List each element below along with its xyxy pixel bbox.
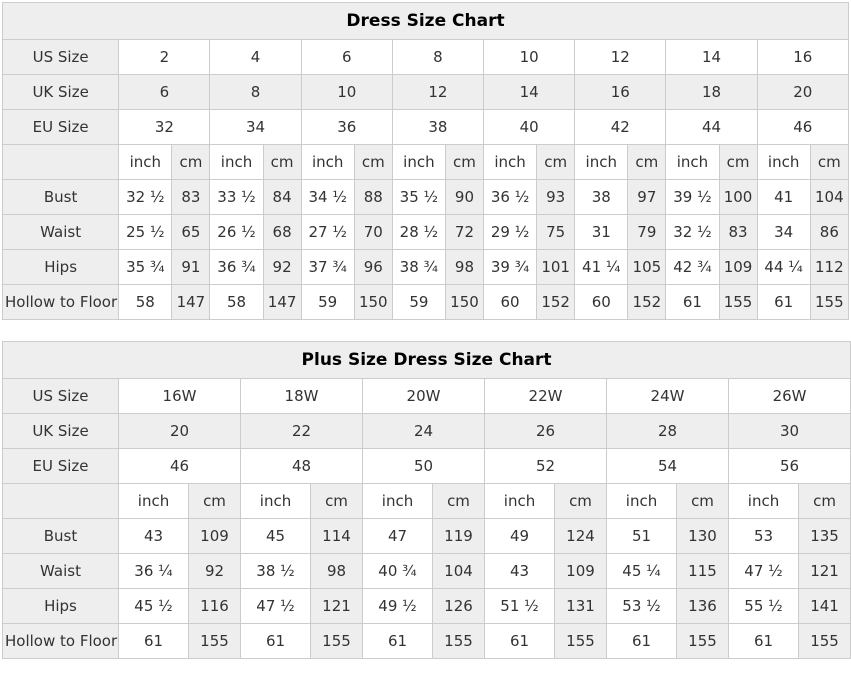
- inch-value-cell: 47 ½: [729, 554, 799, 589]
- inch-value-cell: 35 ¾: [119, 250, 172, 285]
- size-value-cell: 36: [301, 110, 392, 145]
- cm-value-cell: 88: [354, 180, 392, 215]
- inch-value-cell: 49 ½: [363, 589, 433, 624]
- cm-value-cell: 124: [555, 519, 607, 554]
- size-value-cell: 16: [757, 40, 848, 75]
- cm-value-cell: 93: [537, 180, 575, 215]
- size-value-cell: 40: [484, 110, 575, 145]
- row-label: EU Size: [3, 110, 119, 145]
- unit-header-row: [3, 145, 849, 180]
- inch-value-cell: 39 ¾: [484, 250, 537, 285]
- row-label: Bust: [3, 519, 119, 554]
- cm-value-cell: 65: [172, 215, 210, 250]
- inch-header: inch: [575, 145, 628, 180]
- inch-header: inch: [119, 145, 172, 180]
- size-value-cell: 6: [301, 40, 392, 75]
- cm-value-cell: 150: [445, 285, 483, 320]
- inch-header: inch: [210, 145, 263, 180]
- measure-row: [3, 285, 849, 320]
- size-value-cell: 38: [392, 110, 483, 145]
- size-value-cell: 44: [666, 110, 757, 145]
- inch-header: inch: [607, 484, 677, 519]
- measure-row: [3, 215, 849, 250]
- cm-value-cell: 141: [799, 589, 851, 624]
- size-value-cell: 10: [301, 75, 392, 110]
- cm-header: cm: [172, 145, 210, 180]
- size-value-cell: 16: [575, 75, 666, 110]
- row-label: US Size: [3, 379, 119, 414]
- cm-header: cm: [189, 484, 241, 519]
- size-value-cell: 18: [666, 75, 757, 110]
- size-value-cell: 6: [119, 75, 210, 110]
- inch-value-cell: 33 ½: [210, 180, 263, 215]
- size-value-cell: 12: [575, 40, 666, 75]
- inch-value-cell: 61: [119, 624, 189, 659]
- row-label: Waist: [3, 554, 119, 589]
- measure-row: [3, 589, 851, 624]
- size-value-cell: 26: [485, 414, 607, 449]
- inch-value-cell: 61: [729, 624, 799, 659]
- inch-value-cell: 51 ½: [485, 589, 555, 624]
- inch-value-cell: 38 ½: [241, 554, 311, 589]
- size-value-cell: 20: [757, 75, 848, 110]
- size-value-cell: 14: [666, 40, 757, 75]
- cm-value-cell: 147: [263, 285, 301, 320]
- size-value-cell: 28: [607, 414, 729, 449]
- cm-value-cell: 116: [189, 589, 241, 624]
- inch-value-cell: 37 ¾: [301, 250, 354, 285]
- inch-header: inch: [119, 484, 189, 519]
- cm-header: cm: [445, 145, 483, 180]
- cm-value-cell: 136: [677, 589, 729, 624]
- size-row: [3, 75, 849, 110]
- table-title-row: [3, 342, 851, 379]
- cm-value-cell: 121: [799, 554, 851, 589]
- cm-header: cm: [555, 484, 607, 519]
- inch-value-cell: 61: [485, 624, 555, 659]
- cm-value-cell: 155: [555, 624, 607, 659]
- size-value-cell: 22W: [485, 379, 607, 414]
- plus-size-dress-size-chart: [2, 341, 851, 659]
- inch-value-cell: 25 ½: [119, 215, 172, 250]
- cm-value-cell: 84: [263, 180, 301, 215]
- measure-row: [3, 519, 851, 554]
- cm-value-cell: 155: [719, 285, 757, 320]
- size-value-cell: 8: [392, 40, 483, 75]
- cm-value-cell: 121: [311, 589, 363, 624]
- cm-value-cell: 155: [677, 624, 729, 659]
- inch-value-cell: 53 ½: [607, 589, 677, 624]
- cm-value-cell: 152: [537, 285, 575, 320]
- cm-value-cell: 155: [799, 624, 851, 659]
- cm-value-cell: 126: [433, 589, 485, 624]
- cm-value-cell: 109: [719, 250, 757, 285]
- size-value-cell: 4: [210, 40, 301, 75]
- inch-value-cell: 39 ½: [666, 180, 719, 215]
- size-value-cell: 46: [757, 110, 848, 145]
- cm-value-cell: 114: [311, 519, 363, 554]
- inch-value-cell: 38: [575, 180, 628, 215]
- cm-value-cell: 131: [555, 589, 607, 624]
- cm-value-cell: 109: [189, 519, 241, 554]
- inch-value-cell: 59: [392, 285, 445, 320]
- tables-container: [2, 2, 849, 659]
- size-value-cell: 20W: [363, 379, 485, 414]
- size-row: [3, 40, 849, 75]
- size-value-cell: 2: [119, 40, 210, 75]
- inch-value-cell: 32 ½: [119, 180, 172, 215]
- size-row: [3, 379, 851, 414]
- inch-value-cell: 43: [485, 554, 555, 589]
- size-row: [3, 110, 849, 145]
- inch-value-cell: 27 ½: [301, 215, 354, 250]
- size-value-cell: 12: [392, 75, 483, 110]
- cm-value-cell: 96: [354, 250, 392, 285]
- cm-header: cm: [433, 484, 485, 519]
- size-value-cell: 26W: [729, 379, 851, 414]
- inch-value-cell: 58: [119, 285, 172, 320]
- inch-value-cell: 44 ¼: [757, 250, 810, 285]
- cm-value-cell: 75: [537, 215, 575, 250]
- table-title: Plus Size Dress Size Chart: [3, 342, 851, 379]
- cm-value-cell: 150: [354, 285, 392, 320]
- cm-value-cell: 104: [433, 554, 485, 589]
- cm-header: cm: [537, 145, 575, 180]
- inch-value-cell: 38 ¾: [392, 250, 445, 285]
- cm-value-cell: 152: [628, 285, 666, 320]
- inch-value-cell: 58: [210, 285, 263, 320]
- cm-value-cell: 147: [172, 285, 210, 320]
- cm-header: cm: [311, 484, 363, 519]
- cm-value-cell: 72: [445, 215, 483, 250]
- size-value-cell: 24: [363, 414, 485, 449]
- size-value-cell: 16W: [119, 379, 241, 414]
- measure-row: [3, 624, 851, 659]
- inch-value-cell: 49: [485, 519, 555, 554]
- inch-value-cell: 43: [119, 519, 189, 554]
- inch-value-cell: 61: [363, 624, 433, 659]
- cm-value-cell: 68: [263, 215, 301, 250]
- inch-value-cell: 41 ¼: [575, 250, 628, 285]
- cm-value-cell: 155: [810, 285, 848, 320]
- cm-value-cell: 119: [433, 519, 485, 554]
- cm-value-cell: 83: [719, 215, 757, 250]
- cm-value-cell: 112: [810, 250, 848, 285]
- cm-header: cm: [799, 484, 851, 519]
- cm-value-cell: 105: [628, 250, 666, 285]
- inch-value-cell: 61: [241, 624, 311, 659]
- cm-value-cell: 98: [311, 554, 363, 589]
- cm-header: cm: [628, 145, 666, 180]
- size-value-cell: 32: [119, 110, 210, 145]
- cm-header: cm: [677, 484, 729, 519]
- size-value-cell: 20: [119, 414, 241, 449]
- inch-value-cell: 61: [607, 624, 677, 659]
- cm-value-cell: 90: [445, 180, 483, 215]
- size-value-cell: 8: [210, 75, 301, 110]
- inch-header: inch: [241, 484, 311, 519]
- inch-header: inch: [485, 484, 555, 519]
- cm-value-cell: 92: [263, 250, 301, 285]
- inch-value-cell: 32 ½: [666, 215, 719, 250]
- size-value-cell: 10: [484, 40, 575, 75]
- inch-value-cell: 45 ½: [119, 589, 189, 624]
- inch-value-cell: 45 ¼: [607, 554, 677, 589]
- inch-value-cell: 59: [301, 285, 354, 320]
- cm-value-cell: 91: [172, 250, 210, 285]
- inch-value-cell: 60: [575, 285, 628, 320]
- cm-value-cell: 155: [311, 624, 363, 659]
- measure-row: [3, 180, 849, 215]
- cm-value-cell: 79: [628, 215, 666, 250]
- size-value-cell: 42: [575, 110, 666, 145]
- unit-row-spacer: [3, 145, 119, 180]
- measure-row: [3, 554, 851, 589]
- size-row: [3, 449, 851, 484]
- inch-header: inch: [729, 484, 799, 519]
- cm-header: cm: [263, 145, 301, 180]
- inch-value-cell: 34: [757, 215, 810, 250]
- size-value-cell: 30: [729, 414, 851, 449]
- inch-header: inch: [392, 145, 445, 180]
- cm-value-cell: 130: [677, 519, 729, 554]
- measure-row: [3, 250, 849, 285]
- inch-value-cell: 61: [666, 285, 719, 320]
- unit-header-row: [3, 484, 851, 519]
- cm-value-cell: 101: [537, 250, 575, 285]
- inch-value-cell: 36 ½: [484, 180, 537, 215]
- size-value-cell: 22: [241, 414, 363, 449]
- size-value-cell: 24W: [607, 379, 729, 414]
- cm-value-cell: 104: [810, 180, 848, 215]
- inch-value-cell: 53: [729, 519, 799, 554]
- cm-header: cm: [354, 145, 392, 180]
- inch-header: inch: [484, 145, 537, 180]
- row-label: EU Size: [3, 449, 119, 484]
- size-value-cell: 14: [484, 75, 575, 110]
- cm-value-cell: 86: [810, 215, 848, 250]
- inch-value-cell: 28 ½: [392, 215, 445, 250]
- inch-value-cell: 51: [607, 519, 677, 554]
- table-title-row: [3, 3, 849, 40]
- cm-value-cell: 83: [172, 180, 210, 215]
- inch-value-cell: 60: [484, 285, 537, 320]
- dress-size-chart: [2, 2, 849, 320]
- size-value-cell: 48: [241, 449, 363, 484]
- row-label: Bust: [3, 180, 119, 215]
- inch-value-cell: 41: [757, 180, 810, 215]
- row-label: Hips: [3, 589, 119, 624]
- inch-value-cell: 61: [757, 285, 810, 320]
- row-label: Hollow to Floor: [3, 285, 119, 320]
- cm-value-cell: 100: [719, 180, 757, 215]
- row-label: UK Size: [3, 414, 119, 449]
- cm-value-cell: 97: [628, 180, 666, 215]
- inch-value-cell: 55 ½: [729, 589, 799, 624]
- size-row: [3, 414, 851, 449]
- inch-value-cell: 47: [363, 519, 433, 554]
- inch-value-cell: 36 ¾: [210, 250, 263, 285]
- size-value-cell: 34: [210, 110, 301, 145]
- row-label: UK Size: [3, 75, 119, 110]
- size-value-cell: 50: [363, 449, 485, 484]
- inch-value-cell: 31: [575, 215, 628, 250]
- cm-header: cm: [810, 145, 848, 180]
- row-label: Hollow to Floor: [3, 624, 119, 659]
- inch-header: inch: [757, 145, 810, 180]
- size-value-cell: 52: [485, 449, 607, 484]
- inch-header: inch: [666, 145, 719, 180]
- cm-value-cell: 115: [677, 554, 729, 589]
- cm-value-cell: 109: [555, 554, 607, 589]
- inch-value-cell: 29 ½: [484, 215, 537, 250]
- cm-header: cm: [719, 145, 757, 180]
- row-label: Waist: [3, 215, 119, 250]
- size-value-cell: 54: [607, 449, 729, 484]
- inch-value-cell: 40 ¾: [363, 554, 433, 589]
- inch-value-cell: 34 ½: [301, 180, 354, 215]
- table-title: Dress Size Chart: [3, 3, 849, 40]
- size-value-cell: 56: [729, 449, 851, 484]
- cm-value-cell: 155: [433, 624, 485, 659]
- inch-value-cell: 36 ¼: [119, 554, 189, 589]
- size-value-cell: 18W: [241, 379, 363, 414]
- row-label: Hips: [3, 250, 119, 285]
- row-label: US Size: [3, 40, 119, 75]
- inch-value-cell: 26 ½: [210, 215, 263, 250]
- inch-value-cell: 42 ¾: [666, 250, 719, 285]
- inch-value-cell: 45: [241, 519, 311, 554]
- inch-header: inch: [363, 484, 433, 519]
- cm-value-cell: 135: [799, 519, 851, 554]
- size-value-cell: 46: [119, 449, 241, 484]
- unit-row-spacer: [3, 484, 119, 519]
- cm-value-cell: 92: [189, 554, 241, 589]
- cm-value-cell: 70: [354, 215, 392, 250]
- inch-value-cell: 47 ½: [241, 589, 311, 624]
- inch-header: inch: [301, 145, 354, 180]
- inch-value-cell: 35 ½: [392, 180, 445, 215]
- cm-value-cell: 98: [445, 250, 483, 285]
- cm-value-cell: 155: [189, 624, 241, 659]
